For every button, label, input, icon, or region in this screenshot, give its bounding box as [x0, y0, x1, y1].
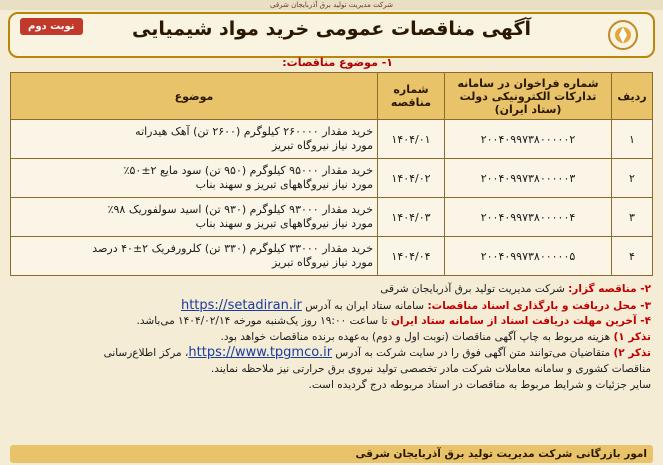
edition-badge: نوبت دوم	[20, 18, 83, 35]
table-row	[11, 198, 653, 237]
note-label: ۳- محل دریافت و بارگذاری اسناد مناقصات:	[427, 299, 651, 312]
table-row	[11, 237, 653, 276]
header-subject: موضوع	[11, 73, 378, 120]
cell-tender-number: ۱۴۰۴/۰۴	[378, 237, 445, 276]
table-row	[11, 120, 653, 159]
cell-row-number: ۱	[612, 120, 653, 159]
header-setad-number: شماره فراخوان در سامانه تدارکات الکترونیکی دولت (ستاد ایران)	[445, 73, 612, 120]
note-text: سامانه ستاد ایران به آدرس	[305, 299, 425, 312]
setad-link[interactable]: https://setadiran.ir	[180, 297, 302, 313]
page-title: آگهی مناقصات عمومی خرید مواد شیمیایی	[131, 18, 532, 40]
subject-line: خرید مقدار ۹۵۰۰۰ کیلوگرم (۹۵۰ تن) سود مایع ۲±۵۰٪	[123, 164, 373, 177]
cell-row-number: ۳	[612, 198, 653, 237]
cell-setad-number: ۲۰۰۴۰۹۹۷۳۸۰۰۰۰۰۲	[445, 120, 612, 159]
subject-line: خرید مقدار ۹۳۰۰۰ کیلوگرم (۹۳۰ تن) اسید سولفوریک ۹۸٪	[107, 203, 373, 216]
table-row	[11, 159, 653, 198]
header	[8, 12, 655, 58]
cell-subject	[11, 198, 378, 237]
subject-line: مورد نیاز نیروگاههای تبریز و سهند بناب	[195, 217, 373, 230]
cell-tender-number: ۱۴۰۴/۰۱	[378, 120, 445, 159]
cell-subject	[11, 237, 378, 276]
cell-setad-number: ۲۰۰۴۰۹۹۷۳۸۰۰۰۰۰۳	[445, 159, 612, 198]
table-header-row	[11, 73, 653, 120]
header-row-number: ردیف	[612, 73, 653, 120]
note-text: شرکت مدیریت تولید برق آذربایجان شرقی	[380, 283, 565, 295]
note-reminder-1	[10, 330, 651, 346]
note-text: تا ساعت ۱۹:۰۰ روز یک‌شنبه مورخه ۱۴۰۴/۰۲/۱۴ می‌باشد.	[136, 315, 388, 328]
cell-setad-number: ۲۰۰۴۰۹۹۷۳۸۰۰۰۰۰۵	[445, 237, 612, 276]
header-tender-number: شماره مناقصه	[378, 73, 445, 120]
note-label: ۴- آخرین مهلت دریافت اسناد از سامانه ستاد ایران	[390, 315, 651, 328]
note-label: ۲- مناقصه گزار:	[568, 283, 651, 295]
cell-subject	[11, 159, 378, 198]
cell-tender-number: ۱۴۰۴/۰۲	[378, 159, 445, 198]
cell-subject	[11, 120, 378, 159]
note-line: مناقصات کشوری و سامانه معاملات شرکت مادر تخصصی تولید نیروی برق حرارتی نیز ملاحظه نمایند.	[210, 362, 651, 375]
note-text: ، مرکز اطلاع‌رسانی	[103, 347, 189, 360]
subject-line: مورد نیاز نیروگاههای تبریز و سهند بناب	[195, 178, 373, 191]
note-text: هزینه مربوط به چاپ آگهی مناقصات (نوبت اول و دوم) به‌عهده برنده مناقصات خواهد بود.	[220, 330, 611, 343]
note-text: متقاضیان می‌توانند متن آگهی فوق را در سایت شرکت به آدرس	[335, 347, 611, 360]
note-tenderer	[10, 282, 651, 298]
note-deadline	[10, 314, 651, 330]
cell-tender-number: ۱۴۰۴/۰۳	[378, 198, 445, 237]
footer: امور بازرگانی شرکت مدیریت تولید برق آذربایجان شرقی	[10, 445, 653, 463]
subject-line: خرید مقدار ۳۳۰۰۰ کیلوگرم (۳۳۰ تن) کلرورفریک ۲±۴۰ درصد	[92, 242, 373, 255]
subject-line: مورد نیاز نیروگاه تبریز	[271, 139, 373, 152]
note-label: تذکر ۲)	[613, 347, 651, 360]
subject-line: خرید مقدار ۲۶۰۰۰۰ کیلوگرم (۲۶۰۰ تن) آهک هیدراته	[135, 125, 373, 138]
notes-section	[10, 282, 651, 393]
company-site-link[interactable]: https://www.tpgmco.ir	[188, 345, 333, 361]
cell-setad-number: ۲۰۰۴۰۹۹۷۳۸۰۰۰۰۰۴	[445, 198, 612, 237]
note-line: سایر جزئیات و شرایط مربوط به مناقصات در اسناد مربوطه درج گردیده است.	[308, 378, 651, 391]
logo-icon	[553, 18, 643, 52]
section-label: ۱- موضوع مناقصات:	[282, 56, 393, 69]
note-label: تذکر ۱)	[613, 330, 651, 343]
top-strip: شرکت مدیریت تولید برق آذربایجان شرقی	[0, 0, 663, 10]
subject-line: مورد نیاز نیروگاه تبریز	[271, 256, 373, 269]
note-reminder-2	[10, 345, 651, 362]
cell-row-number: ۴	[612, 237, 653, 276]
tenders-table	[10, 72, 653, 276]
note-documents-location	[10, 298, 651, 315]
cell-row-number: ۲	[612, 159, 653, 198]
